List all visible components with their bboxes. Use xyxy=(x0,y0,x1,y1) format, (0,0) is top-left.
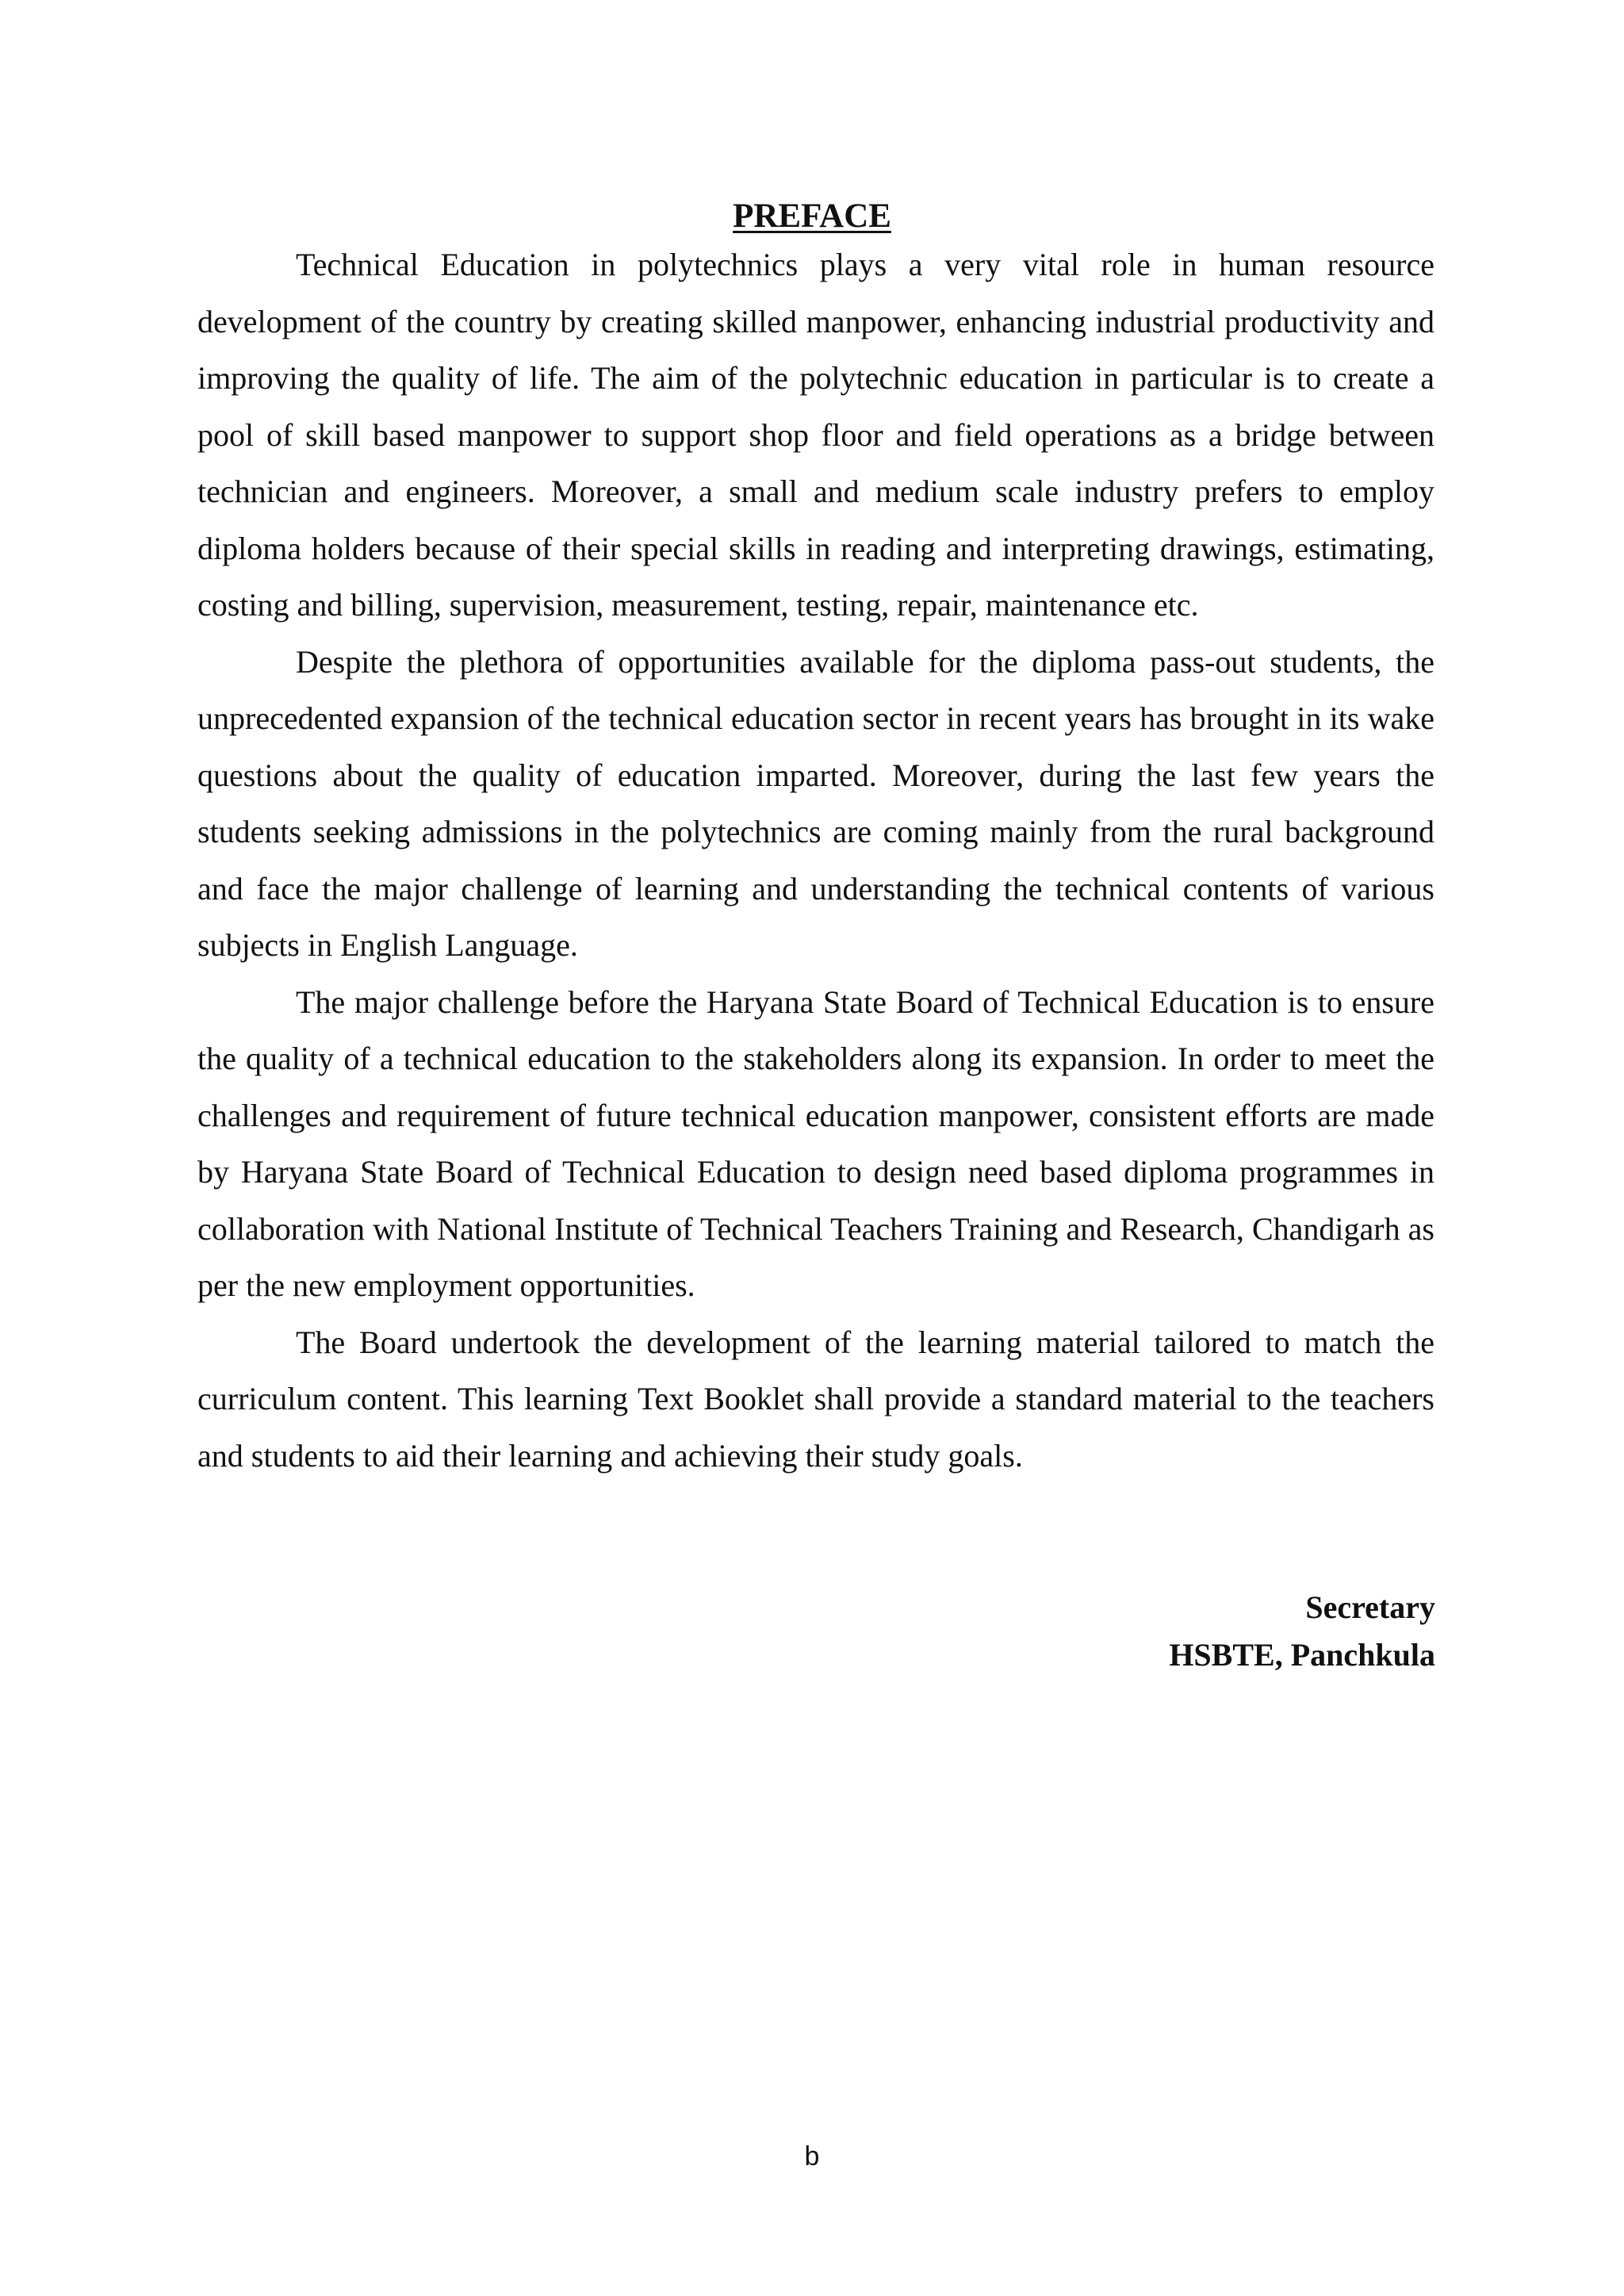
preface-body xyxy=(197,236,1434,1484)
paragraph-4: The Board undertook the development of the learning material tailored to match the curriculum content. This learning Text Booklet shall provide a standard material to the teachers and students to aid their learning and achieving their study goals. xyxy=(197,1324,1434,1474)
paragraph-3: The major challenge before the Haryana State Board of Technical Education is to ensure the quality of a technical education to the stakeholders along its expansion. In order to meet the challenges and requirement of future technical education manpower, consistent efforts are made by Haryana State Board of Technical Education to design need based diploma programmes in collaboration with National Institute of Technical Teachers Training and Research, Chandigarh as per the new employment opportunities. xyxy=(197,983,1434,1303)
signature-block xyxy=(1169,1584,1435,1679)
signature-organization: HSBTE, Panchkula xyxy=(1169,1637,1435,1673)
paragraph-1: Technical Education in polytechnics plays a very vital role in human resource development of the country by creating skilled manpower, enhancing industrial productivity and improving the quality of life. The aim of the polytechnic education in particular is to create a pool of skill based manpower to support shop floor and field operations as a bridge between technician and engineers. Moreover, a small and medium scale industry prefers to employ diploma holders because of their special skills in reading and interpreting drawings, estimating, costing and billing, supervision, measurement, testing, repair, maintenance etc. xyxy=(197,247,1434,623)
page-title: PREFACE xyxy=(733,197,891,235)
paragraph-2: Despite the plethora of opportunities available for the diploma pass-out students, the unprecedented expansion of the technical education sector in recent years has brought in its wake questions about the quality of education imparted. Moreover, during the last few years the students seeking admissions in the polytechnics are coming mainly from the rural background and face the major challenge of learning and understanding the technical contents of various subjects in English Language. xyxy=(197,643,1434,963)
page-number: b xyxy=(804,2141,820,2171)
signature-designation: Secretary xyxy=(1305,1589,1435,1625)
